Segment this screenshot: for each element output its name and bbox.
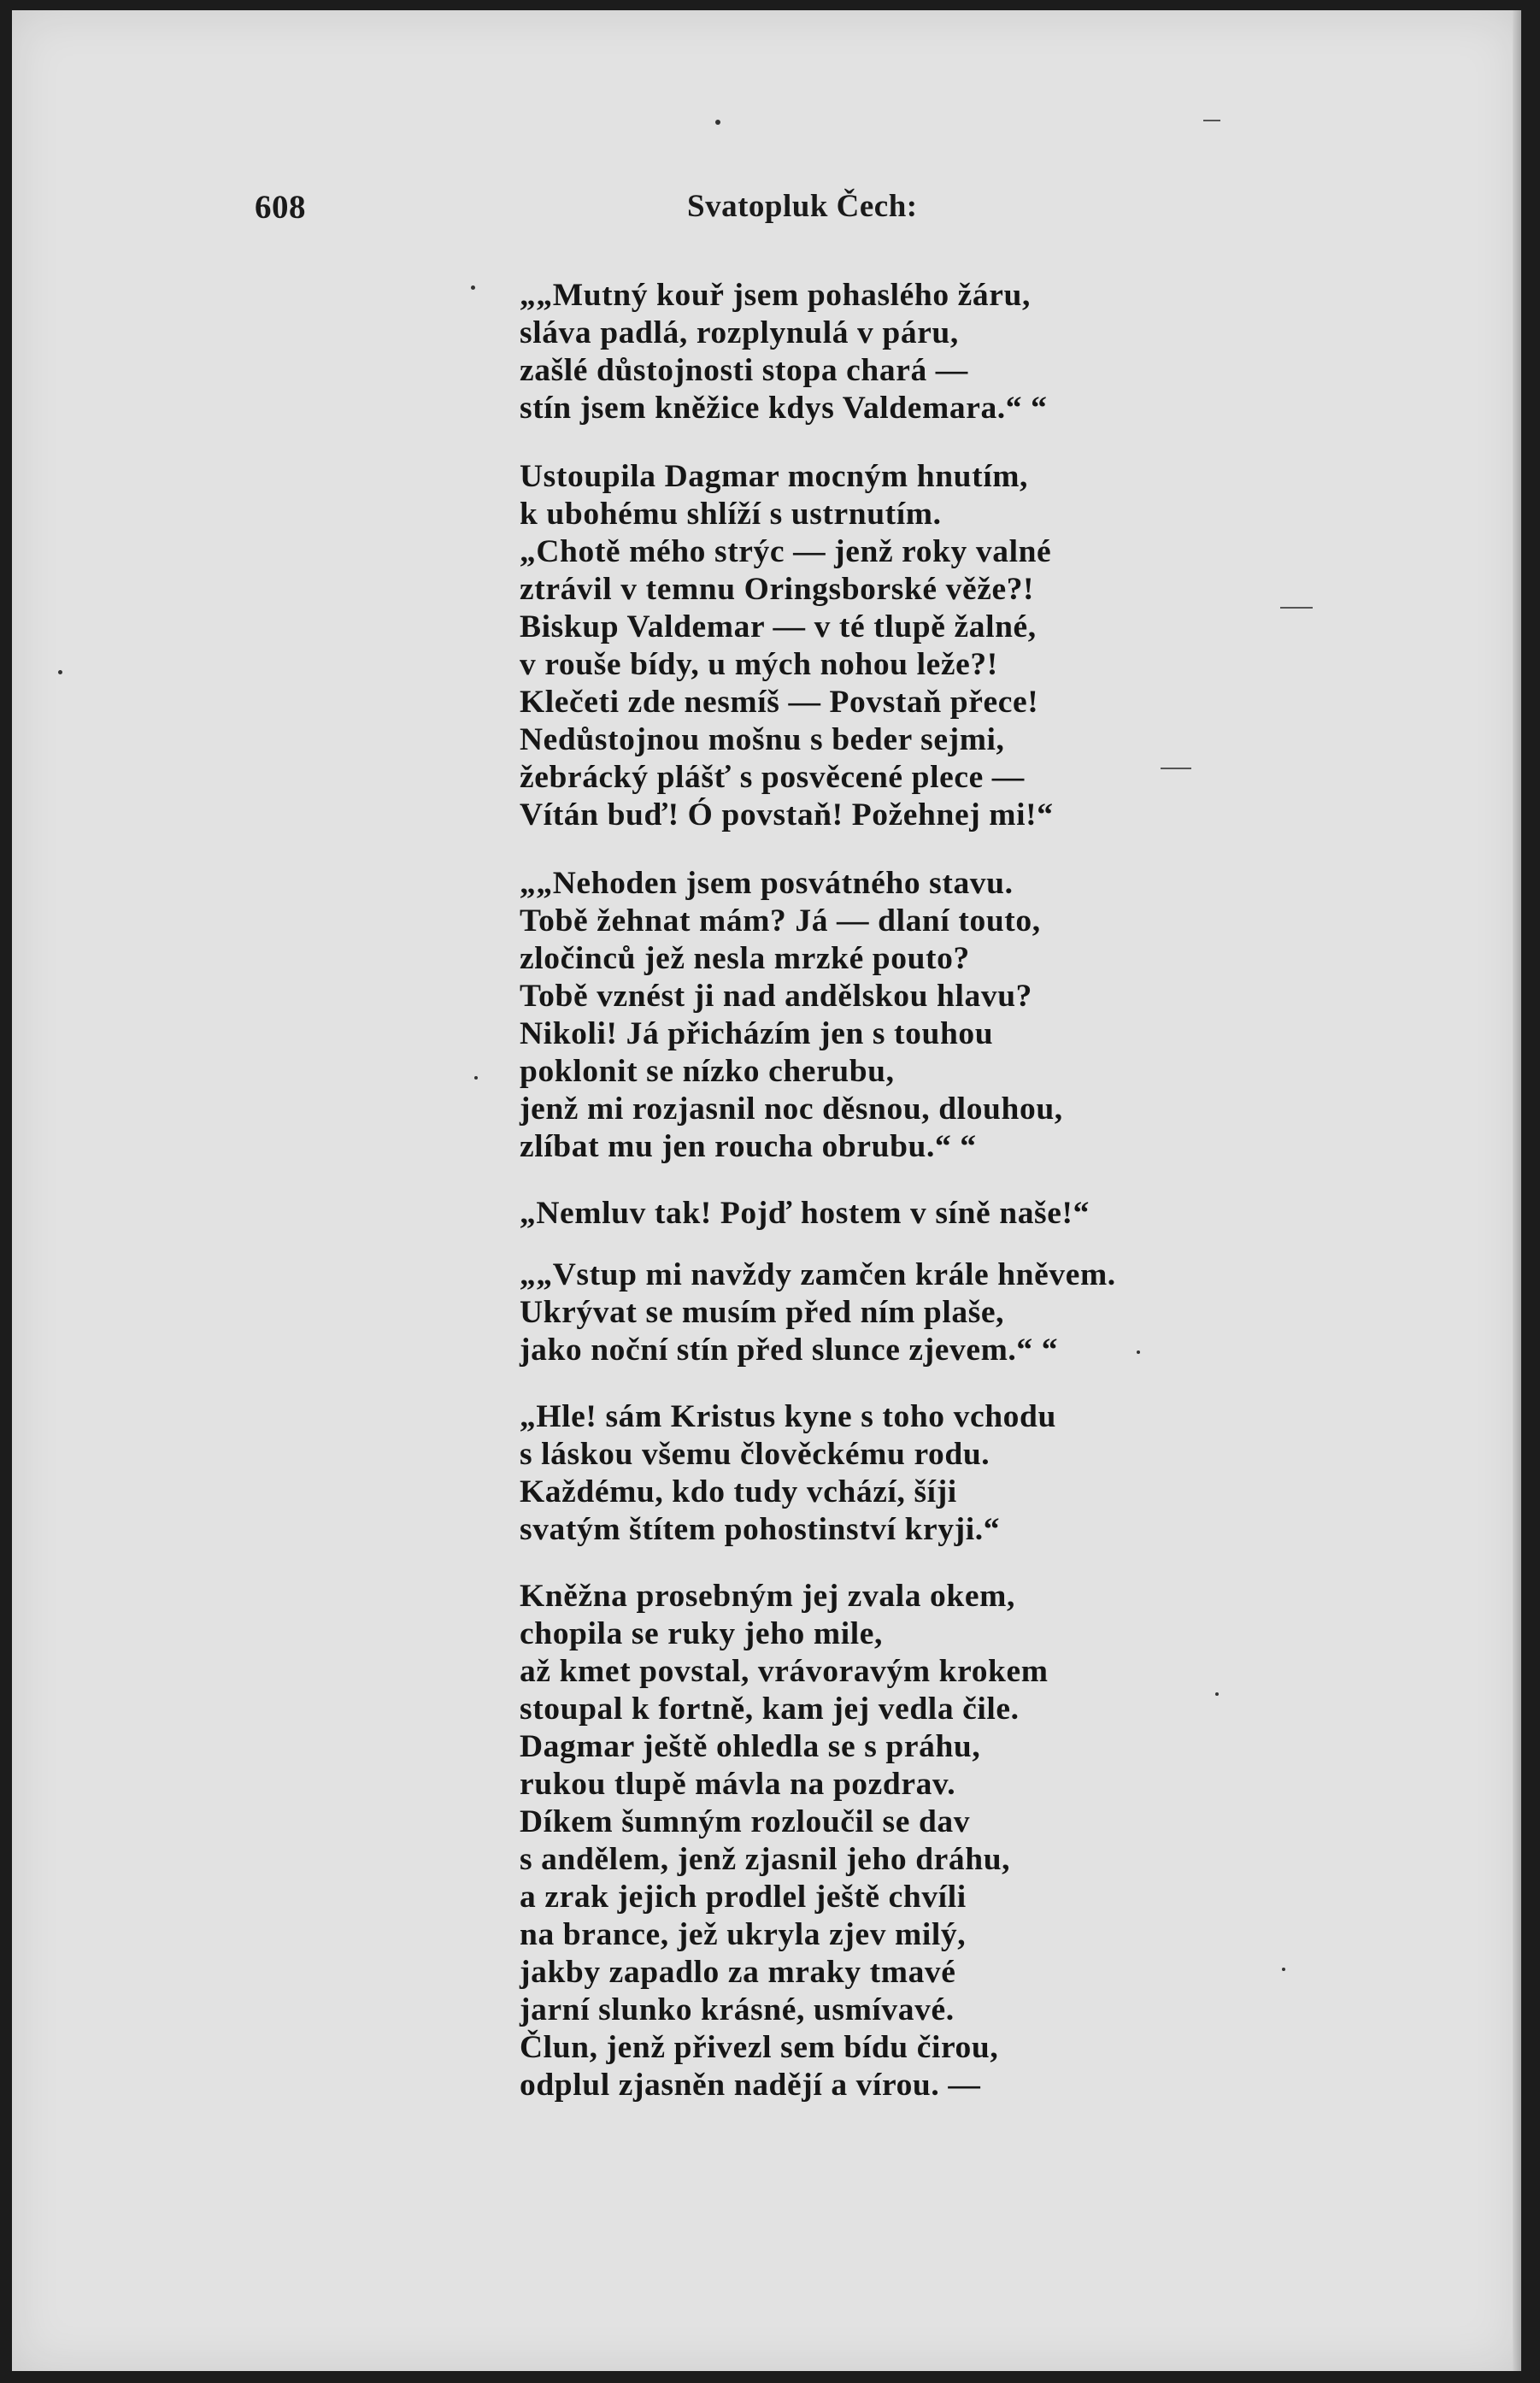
verse-line: sláva padlá, rozplynulá v páru, xyxy=(520,315,959,350)
verse-line: jako noční stín před slunce zjevem.“ “ xyxy=(520,1333,1059,1368)
verse-line: Dagmar ještě ohledla se s práhu, xyxy=(520,1729,981,1764)
verse-line: žebrácký plášť s posvěcené plece — xyxy=(520,760,1025,795)
verse-line: jakby zapadlo za mraky tmavé xyxy=(520,1955,956,1990)
verse-line: Díkem šumným rozloučil se dav xyxy=(520,1804,971,1839)
stanza xyxy=(520,1256,1374,1369)
verse-line: k ubohému shlíží s ustrnutím. xyxy=(520,497,942,532)
page-number: 608 xyxy=(255,189,306,226)
running-head: Svatopluk Čech: xyxy=(687,189,918,224)
verse-line: Nedůstojnou mošnu s beder sejmi, xyxy=(520,722,1005,757)
stanza xyxy=(520,1195,1374,1233)
verse-line: chopila se ruky jeho mile, xyxy=(520,1616,883,1651)
verse-line: v rouše bídy, u mých nohou leže?! xyxy=(520,647,998,682)
verse-line: Biskup Valdemar — v té tlupě žalné, xyxy=(520,609,1037,644)
verse-line: Tobě vznést ji nad andělskou hlavu? xyxy=(520,979,1032,1014)
scan-speck xyxy=(471,285,475,290)
verse-line: Nikoli! Já přicházím jen s touhou xyxy=(520,1016,994,1051)
verse-line: Tobě žehnat mám? Já — dlaní touto, xyxy=(520,903,1041,938)
verse-line: s láskou všemu člověckému rodu. xyxy=(520,1437,990,1472)
verse-line: „Hle! sám Kristus kyne s toho vchodu xyxy=(520,1399,1056,1434)
verse-line: poklonit se nízko cherubu, xyxy=(520,1054,895,1089)
scan-speck xyxy=(58,670,62,674)
verse-line: Klečeti zde nesmíš — Povstaň přece! xyxy=(520,685,1039,720)
verse-line: svatým štítem pohostinství kryji.“ xyxy=(520,1512,1001,1547)
verse-line: až kmet povstal, vrávoravým krokem xyxy=(520,1654,1049,1689)
verse-line: na brance, jež ukryla zjev milý, xyxy=(520,1917,967,1952)
stanza xyxy=(520,1578,1374,2104)
verse-line: zašlé důstojnosti stopa chará — xyxy=(520,353,968,388)
verse-line: jarní slunko krásné, usmívavé. xyxy=(520,1992,955,2027)
scan-speck xyxy=(474,1076,478,1080)
verse-line: odplul zjasněn nadějí a vírou. — xyxy=(520,2068,981,2103)
verse-line: ztrávil v temnu Oringsborské věže?! xyxy=(520,572,1035,607)
stanza xyxy=(520,1398,1374,1549)
verse-line: Každému, kdo tudy vchází, šíji xyxy=(520,1474,957,1509)
verse-line: jenž mi rozjasnil noc děsnou, dlouhou, xyxy=(520,1091,1063,1127)
verse-line: Ukrývat se musím před ním plaše, xyxy=(520,1295,1005,1330)
verse-line: „„Nehoden jsem posvátného stavu. xyxy=(520,866,1014,901)
verse-line: Ustoupila Dagmar mocným hnutím, xyxy=(520,459,1029,494)
stanza xyxy=(520,865,1374,1166)
verse-line: „Chotě mého strýc — jenž roky valné xyxy=(520,534,1052,569)
verse-line: rukou tlupě mávla na pozdrav. xyxy=(520,1767,956,1802)
verse-line: zlíbat mu jen roucha obrubu.“ “ xyxy=(520,1129,977,1164)
verse-line: a zrak jejich prodlel ještě chvíli xyxy=(520,1880,967,1915)
verse-line: stoupal k fortně, kam jej vedla čile. xyxy=(520,1692,1020,1727)
verse-line: stín jsem kněžice kdys Valdemara.“ “ xyxy=(520,391,1048,426)
verse-line: „„Mutný kouř jsem pohaslého žáru, xyxy=(520,278,1031,313)
poem-text xyxy=(520,277,1374,2104)
verse-line: zločinců jež nesla mrzké pouto? xyxy=(520,941,970,976)
book-page xyxy=(12,10,1521,2371)
verse-line: Člun, jenž přivezl sem bídu čirou, xyxy=(520,2030,999,2065)
page-edge-shadow xyxy=(1513,10,1521,2371)
page-header xyxy=(12,188,1521,239)
stanza xyxy=(520,277,1374,427)
verse-line: „Nemluv tak! Pojď hostem v síně naše!“ xyxy=(520,1196,1090,1231)
verse-line: Kněžna prosebným jej zvala okem, xyxy=(520,1579,1015,1614)
verse-line: Vítán buď! Ó povstaň! Požehnej mi!“ xyxy=(520,797,1054,833)
scan-speck xyxy=(715,120,720,125)
scan-mark xyxy=(1203,120,1220,121)
verse-line: s andělem, jenž zjasnil jeho dráhu, xyxy=(520,1842,1011,1877)
verse-line: „„Vstup mi navždy zamčen krále hněvem. xyxy=(520,1257,1116,1292)
stanza xyxy=(520,458,1374,834)
